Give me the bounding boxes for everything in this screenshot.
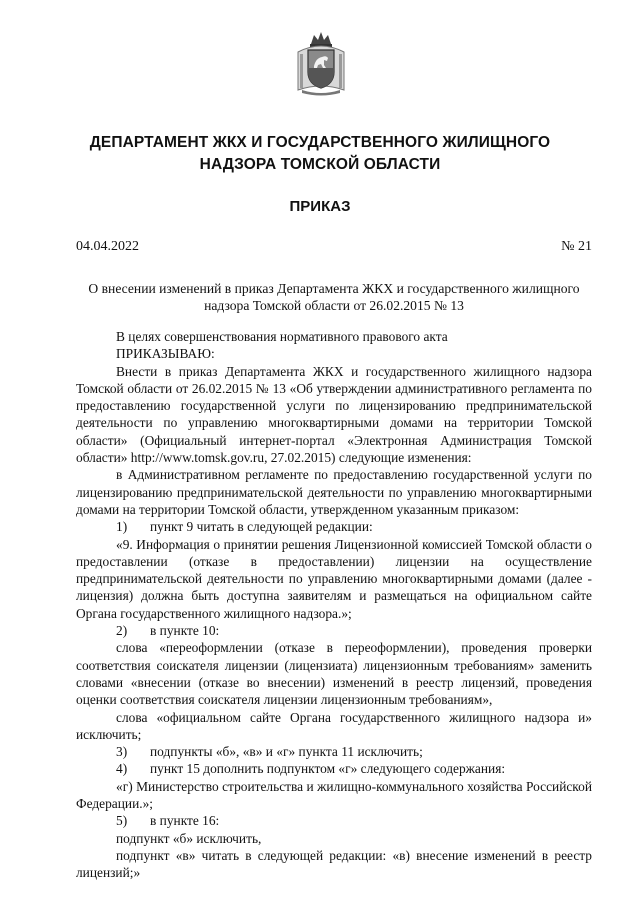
list-item-text: пункт 15 дополнить подпунктом «г» следующего содержания: bbox=[150, 761, 506, 777]
paragraph-subitem-v: подпункт «в» читать в следующей редакции: «в) внесение изменений в реестр лицензий;» bbox=[76, 847, 592, 881]
order-number: № 21 bbox=[561, 239, 592, 254]
list-item-number: 5) bbox=[116, 813, 128, 829]
order-body bbox=[76, 328, 592, 882]
paragraph-ministry: «г) Министерство строительства и жилищно-коммунального хозяйства Российской Федерации.»; bbox=[76, 778, 592, 812]
paragraph-item9-text: «9. Информация о принятии решения Лицензионной комиссией Томской области о предоставлении (отказе в предоставлении) лицензии на осуществление предпринимательской деятельности по управлению многоквартирными домами (далее - лицензия) должна быть доступна заявителям и размещаться на официальном сайте Органа государственного жилищного надзора.»; bbox=[76, 536, 592, 621]
order-directive: ПРИКАЗЫВАЮ: bbox=[116, 346, 215, 362]
paragraph-words-replace: слова «переоформлении (отказе в переоформлении), проведения проверки соответствия соискателя лицензии (лицензиата) лицензионным требованиям» заменить словами «внесении (отказе во внесении) изменений в реестр лицензий, проведения оценки соответствия соискателя лицензии лицензионным требованиям», bbox=[76, 640, 592, 708]
list-item-3 bbox=[76, 743, 592, 760]
order-date: 04.04.2022 bbox=[76, 239, 139, 254]
paragraph-subitem-b: подпункт «б» исключить, bbox=[116, 830, 262, 846]
order-subject: О внесении изменений в приказ Департамента ЖКХ и государственного жилищного надзора Томской области от 26.02.2015 № 13 bbox=[88, 281, 580, 313]
list-item-number: 2) bbox=[116, 623, 128, 639]
list-item-2 bbox=[76, 622, 592, 639]
list-item-1 bbox=[76, 518, 592, 535]
list-item-number: 1) bbox=[116, 519, 128, 535]
paragraph-regulation: в Административном регламенте по предоставлению государственной услуги по лицензированию предпринимательской деятельности по управлению многоквартирными домами на территории Томской области, утвержденном указанным приказом: bbox=[76, 467, 592, 517]
list-item-text: подпункты «б», «в» и «г» пункта 11 исключить; bbox=[150, 744, 423, 760]
paragraph-words-remove: слова «официальном сайте Органа государственного жилищного надзора и» исключить; bbox=[76, 709, 592, 742]
list-item-text: пункт 9 читать в следующей редакции: bbox=[150, 519, 373, 535]
list-item-text: в пункте 16: bbox=[150, 813, 220, 829]
coat-of-arms-icon bbox=[294, 30, 348, 98]
department-name: ДЕПАРТАМЕНТ ЖКХ И ГОСУДАРСТВЕННОГО ЖИЛИЩНОГО НАДЗОРА ТОМСКОЙ ОБЛАСТИ bbox=[89, 134, 551, 173]
list-item-4 bbox=[76, 760, 592, 777]
list-item-5 bbox=[76, 812, 592, 829]
list-item-number: 4) bbox=[116, 761, 128, 777]
order-title: ПРИКАЗ bbox=[289, 198, 351, 215]
paragraph-amend-order: Внести в приказ Департамента ЖКХ и государственного жилищного надзора Томской области от 26.02.2015 № 13 «Об утверждении административного регламента по предоставлению государственной услуги по лицензированию предпринимательской деятельности по управлению многоквартирными домами на территории Томской области» (Официальный интернет-портал «Электронная Администрация Томской области» http://www.tomsk.gov.ru, 27.02.2015) следующие изменения: bbox=[76, 363, 592, 466]
list-item-text: в пункте 10: bbox=[150, 623, 220, 639]
list-item-number: 3) bbox=[116, 744, 128, 760]
preamble: В целях совершенствования нормативного правового акта bbox=[116, 329, 448, 344]
